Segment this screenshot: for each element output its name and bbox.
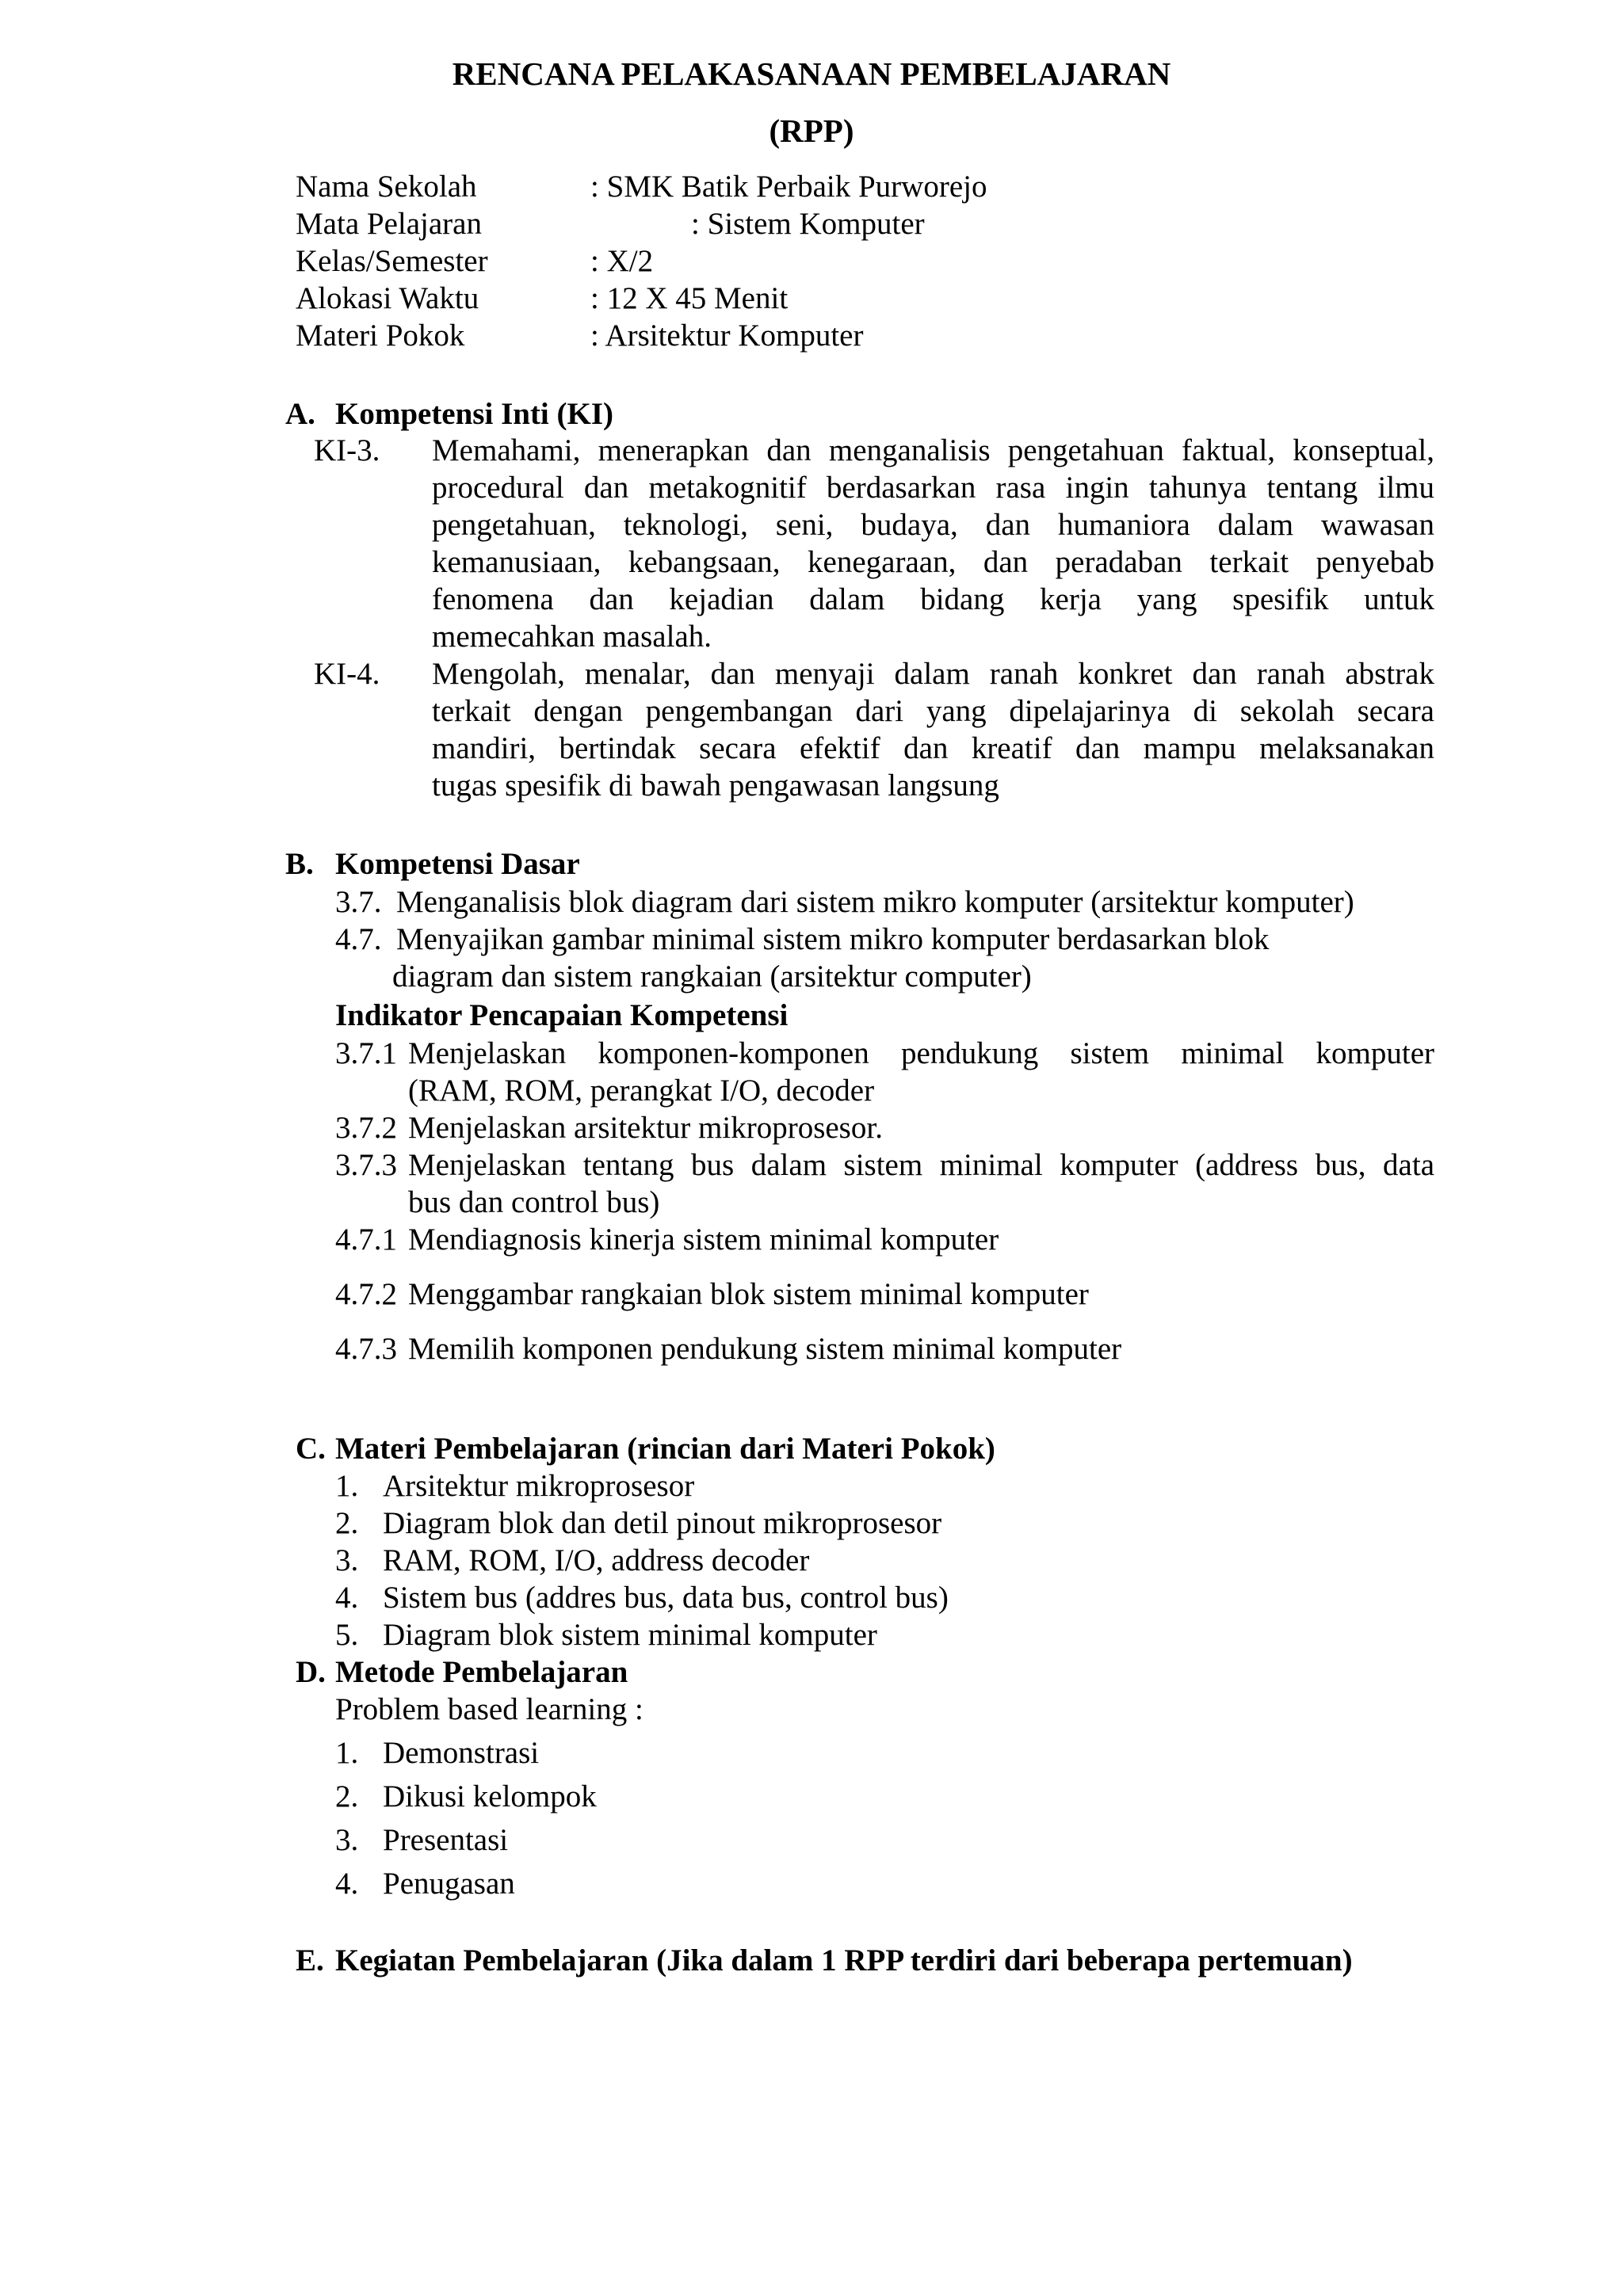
indicator-line: (RAM, ROM, perangkat I/O, decoder [408, 1074, 875, 1108]
indicator-code: 4.7.3 [335, 1332, 397, 1366]
indicator-code: 3.7.2 [335, 1111, 397, 1145]
kd-line: Menyajikan gambar minimal sistem mikro komputer berdasarkan blok [396, 922, 1270, 956]
identity-value-subject: : Sistem Komputer [691, 207, 925, 241]
section-c-heading: Materi Pembelajaran (rincian dari Materi Pokok) [335, 1432, 995, 1466]
list-item: Demonstrasi [383, 1736, 540, 1770]
identity-value-time: : 12 X 45 Menit [590, 281, 789, 315]
list-item-number: 2. [335, 1506, 359, 1540]
section-a-heading: Kompetensi Inti (KI) [335, 397, 613, 431]
indicator-code: 3.7.3 [335, 1148, 397, 1182]
list-item: Diagram blok sistem minimal komputer [383, 1618, 877, 1652]
kd-code: 3.7. [335, 885, 382, 919]
ki3-line: Memahami, menerapkan dan menganalisis pengetahuan faktual, konseptual, [432, 433, 1434, 467]
list-item-number: 3. [335, 1543, 359, 1577]
identity-label-time: Alokasi Waktu [296, 281, 479, 315]
section-c-marker: C. [296, 1432, 326, 1466]
indicator-line: bus dan control bus) [408, 1185, 660, 1219]
list-item-number: 4. [335, 1581, 359, 1615]
indicator-line: Memilih komponen pendukung sistem minimal komputer [408, 1332, 1122, 1366]
section-e-heading: Kegiatan Pembelajaran (Jika dalam 1 RPP terdiri dari beberapa pertemuan) [335, 1943, 1353, 1978]
indicator-heading: Indikator Pencapaian Kompetensi [335, 998, 789, 1032]
ki3-code: KI-3. [314, 433, 380, 467]
list-item: Penugasan [383, 1867, 515, 1901]
ki3-line: memecahkan masalah. [432, 620, 712, 654]
ki3-line: procedural dan metakognitif berdasarkan rasa ingin tahunya tentang ilmu [432, 471, 1434, 505]
indicator-code: 4.7.2 [335, 1277, 397, 1311]
section-e-marker: E. [296, 1943, 324, 1978]
ki3-line: kemanusiaan, kebangsaan, kenegaraan, dan peradaban terkait penyebab [432, 545, 1434, 579]
list-item-number: 2. [335, 1779, 359, 1814]
list-item: Arsitektur mikroprosesor [383, 1469, 695, 1503]
kd-line: Menganalisis blok diagram dari sistem mikro komputer (arsitektur komputer) [396, 885, 1354, 919]
section-b-heading: Kompetensi Dasar [335, 847, 580, 881]
list-item: Diagram blok dan detil pinout mikroprosesor [383, 1506, 942, 1540]
ki3-line: pengetahuan, teknologi, seni, budaya, dan humaniora dalam wawasan [432, 508, 1434, 542]
list-item-number: 4. [335, 1867, 359, 1901]
section-d-heading: Metode Pembelajaran [335, 1655, 628, 1689]
ki4-line: Mengolah, menalar, dan menyaji dalam ranah konkret dan ranah abstrak [432, 657, 1434, 691]
list-item: Sistem bus (addres bus, data bus, control bus) [383, 1581, 949, 1615]
list-item-number: 3. [335, 1823, 359, 1857]
indicator-line: Menjelaskan tentang bus dalam sistem minimal komputer (address bus, data [408, 1148, 1434, 1182]
list-item: Dikusi kelompok [383, 1779, 597, 1814]
kd-code: 4.7. [335, 922, 382, 956]
indicator-line: Menjelaskan komponen-komponen pendukung sistem minimal komputer [408, 1036, 1434, 1070]
ki4-line: terkait dengan pengembangan dari yang dipelajarinya di sekolah secara [432, 694, 1434, 728]
section-a-marker: A. [285, 397, 315, 431]
section-d-marker: D. [296, 1655, 326, 1689]
identity-label-class: Kelas/Semester [296, 244, 488, 278]
list-item: RAM, ROM, I/O, address decoder [383, 1543, 810, 1577]
indicator-code: 3.7.1 [335, 1036, 397, 1070]
identity-value-class: : X/2 [590, 244, 654, 278]
indicator-line: Mendiagnosis kinerja sistem minimal komputer [408, 1222, 999, 1257]
identity-label-topic: Materi Pokok [296, 318, 465, 353]
list-item-number: 1. [335, 1469, 359, 1503]
list-item-number: 5. [335, 1618, 359, 1652]
identity-value-school: : SMK Batik Perbaik Purworejo [590, 170, 987, 204]
indicator-line: Menjelaskan arsitektur mikroprosesor. [408, 1111, 883, 1145]
identity-label-school: Nama Sekolah [296, 170, 477, 204]
identity-label-subject: Mata Pelajaran [296, 207, 482, 241]
list-item-number: 1. [335, 1736, 359, 1770]
section-b-marker: B. [285, 847, 314, 881]
indicator-code: 4.7.1 [335, 1222, 397, 1257]
method-intro: Problem based learning : [335, 1692, 643, 1726]
ki4-line: tugas spesifik di bawah pengawasan langsung [432, 769, 999, 803]
indicator-line: Menggambar rangkaian blok sistem minimal komputer [408, 1277, 1089, 1311]
ki3-line: fenomena dan kejadian dalam bidang kerja yang spesifik untuk [432, 582, 1434, 616]
document-subtitle: (RPP) [769, 113, 854, 149]
kd-line: diagram dan sistem rangkaian (arsitektur computer) [392, 959, 1032, 994]
document-title: RENCANA PELAKASANAAN PEMBELAJARAN [452, 55, 1171, 92]
identity-value-topic: : Arsitektur Komputer [590, 318, 864, 353]
ki4-code: KI-4. [314, 657, 380, 691]
list-item: Presentasi [383, 1823, 509, 1857]
ki4-line: mandiri, bertindak secara efektif dan kreatif dan mampu melaksanakan [432, 731, 1434, 765]
